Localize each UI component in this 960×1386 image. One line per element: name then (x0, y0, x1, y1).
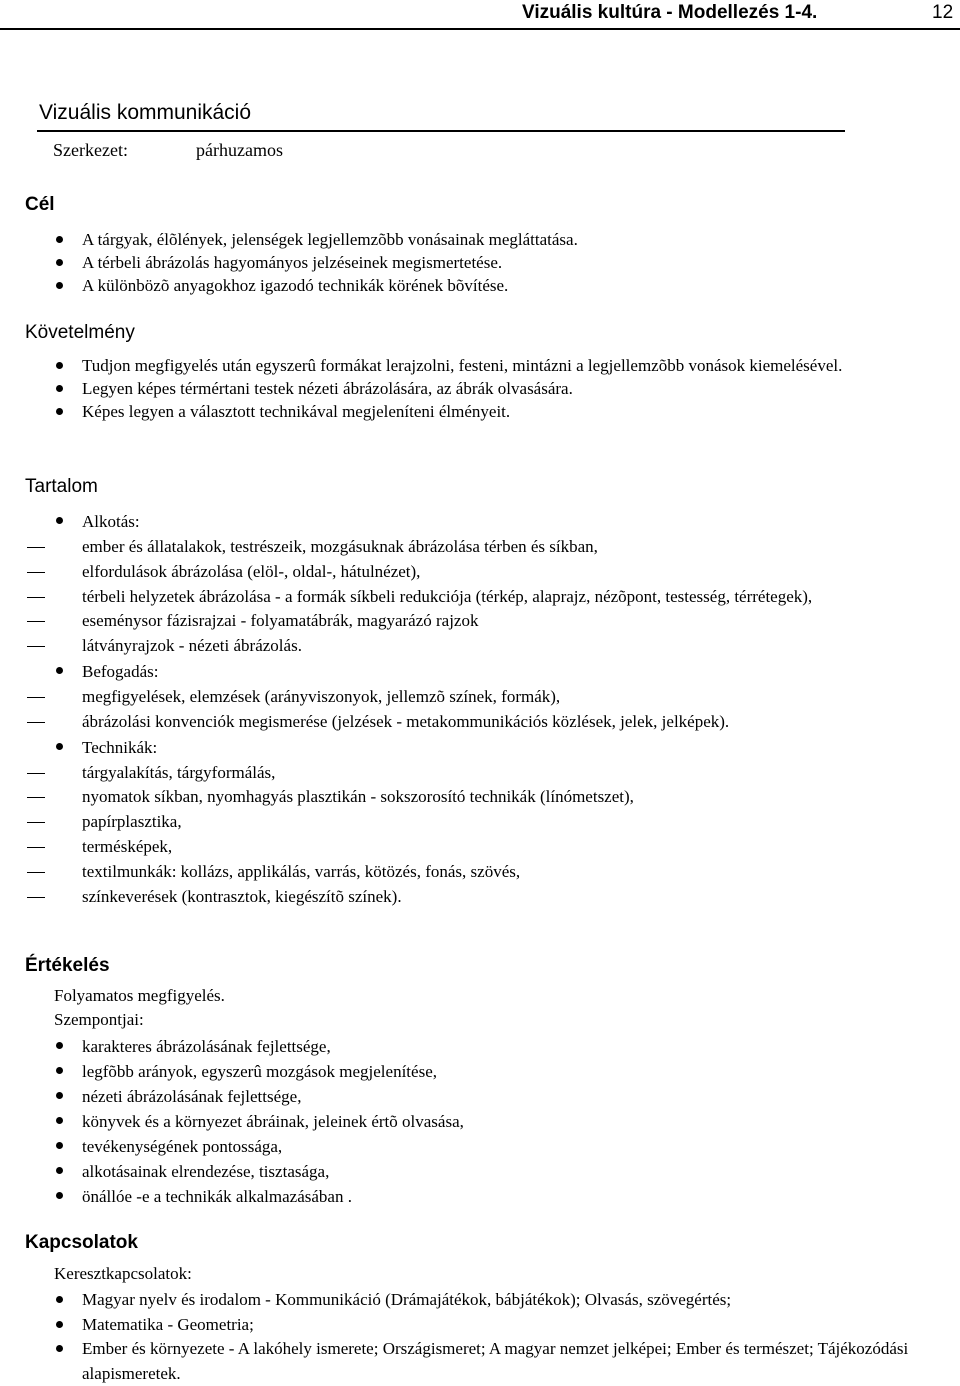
group-label: Technikák: (82, 737, 158, 757)
dash-icon (27, 822, 45, 823)
list-item: Legyen képes térmértani testek nézeti ábrázolására, az ábrák olvasására. (54, 377, 884, 400)
sub-list-item: textilmunkák: kollázs, applikálás, varrás, kötözés, fonás, szövés, (53, 860, 904, 885)
content-group-alkotas (54, 509, 904, 659)
list-item: nézeti ábrázolásának fejlettsége, (54, 1084, 914, 1109)
sub-list (82, 535, 904, 659)
bullet-icon (56, 1142, 63, 1149)
kapcsolatok-line1: Keresztkapcsolatok: (54, 1264, 192, 1283)
list-item: legfõbb arányok, egyszerû mozgások megjelenítése, (54, 1059, 914, 1084)
dash-icon (27, 872, 45, 873)
bullet-icon (56, 743, 63, 750)
page-header (0, 0, 960, 28)
list-item: Matematika - Geometria; (54, 1313, 954, 1338)
section-heading-cel: Cél (25, 194, 55, 215)
bullet-icon (56, 1345, 63, 1352)
sub-list-item: termésképek, (53, 835, 904, 860)
structure-value: párhuzamos (196, 140, 283, 160)
bullet-icon (56, 1296, 63, 1303)
group-label: Alkotás: (82, 512, 140, 531)
list-item: A különbözõ anyagokhoz igazodó technikák körének bõvítése. (54, 274, 934, 297)
section-heading-ertekeles: Értékelés (25, 955, 110, 976)
dash-icon (27, 646, 45, 647)
group-label: Befogadás: (82, 661, 159, 681)
sub-list (82, 685, 904, 735)
bullet-icon (56, 1192, 63, 1199)
list-item: karakteres ábrázolásának fejlettsége, (54, 1034, 914, 1059)
bullet-icon (56, 1042, 63, 1049)
list-item: tevékenységének pontossága, (54, 1134, 914, 1159)
list-item: önállóe -e a technikák alkalmazásában . (54, 1184, 914, 1209)
ertekeles-line1: Folyamatos megfigyelés. (54, 986, 225, 1005)
dash-icon (27, 897, 45, 898)
sub-list-item: térbeli helyzetek ábrázolása - a formák síkbeli redukciója (térkép, alaprajz, nézõpont, testesség, térrétegek), (53, 585, 904, 610)
bullet-icon (56, 1067, 63, 1074)
list-item: A tárgyak, élõlények, jelenségek legjellemzõbb vonásainak megláttatása. (54, 228, 934, 251)
header-title: Vizuális kultúra - Modellezés 1-4. (522, 2, 818, 23)
bullet-icon (56, 362, 63, 369)
structure-label: Szerkezet: (53, 140, 128, 160)
ertekeles-line2: Szempontjai: (54, 1010, 144, 1029)
dash-icon (27, 547, 45, 548)
sub-list-item: színkeverések (kontrasztok, kiegészítõ színek). (53, 885, 904, 910)
kovetelmeny-list (54, 354, 884, 423)
list-item: Tudjon megfigyelés után egyszerû formákat lerajzolni, festeni, mintázni a legjellemzõbb vonások kiemelésével. (54, 354, 884, 377)
sub-list-item: ember és állatalakok, testrészeik, mozgásuknak ábrázolása térben és síkban, (53, 535, 904, 560)
section-heading-tartalom: Tartalom (25, 476, 98, 497)
content-group-technikak (54, 735, 904, 910)
dash-icon (27, 572, 45, 573)
bullet-icon (56, 1321, 63, 1328)
sub-list-item: papírplasztika, (53, 810, 904, 835)
document-title: Vizuális kommunikáció (39, 101, 252, 124)
bullet-icon (56, 517, 63, 524)
list-item: Magyar nyelv és irodalom - Kommunikáció (Drámajátékok, bábjátékok); Olvasás, szövegértés; (54, 1288, 954, 1313)
sub-list-item: nyomatok síkban, nyomhagyás plasztikán - sokszorosító technikák (línómetszet), (53, 785, 904, 810)
dash-icon (27, 847, 45, 848)
dash-icon (27, 621, 45, 622)
bullet-icon (56, 1167, 63, 1174)
sub-list (82, 761, 904, 910)
tartalom-list (54, 509, 904, 909)
bullet-icon (56, 667, 63, 674)
section-heading-kapcsolatok: Kapcsolatok (25, 1232, 138, 1253)
list-item: könyvek és a környezet ábráinak, jeleinek értõ olvasása, (54, 1109, 914, 1134)
list-item: A térbeli ábrázolás hagyományos jelzéseinek megismertetése. (54, 251, 934, 274)
dash-icon (27, 773, 45, 774)
dash-icon (27, 697, 45, 698)
list-item: Képes legyen a választott technikával megjeleníteni élményeit. (54, 400, 884, 423)
title-rule (37, 130, 845, 132)
sub-list-item: elfordulások ábrázolása (elöl-, oldal-, hátulnézet), (53, 560, 904, 585)
content-group-befogadas (54, 659, 904, 735)
header-rule (0, 28, 960, 30)
list-item: Ember és környezete - A lakóhely ismerete; Országismeret; A magyar nemzet jelképei; Ember és természet; Tájékozódási alapismeretek. (54, 1337, 954, 1386)
kapcsolatok-list (54, 1288, 954, 1386)
ertekeles-list (54, 1034, 914, 1209)
bullet-icon (56, 259, 63, 266)
bullet-icon (56, 1117, 63, 1124)
section-heading-kovetelmeny: Követelmény (25, 322, 135, 343)
bullet-icon (56, 408, 63, 415)
cel-list (54, 228, 934, 297)
bullet-icon (56, 236, 63, 243)
sub-list-item: eseménysor fázisrajzai - folyamatábrák, magyarázó rajzok (53, 609, 904, 634)
bullet-icon (56, 1092, 63, 1099)
bullet-icon (56, 282, 63, 289)
sub-list-item: látványrajzok - nézeti ábrázolás. (53, 634, 904, 659)
sub-list-item: megfigyelések, elemzések (arányviszonyok, jellemzõ színek, formák), (53, 685, 904, 710)
sub-list-item: tárgyalakítás, tárgyformálás, (53, 761, 904, 786)
bullet-icon (56, 385, 63, 392)
dash-icon (27, 722, 45, 723)
page-number: 12 (932, 2, 954, 23)
list-item: alkotásainak elrendezése, tisztasága, (54, 1159, 914, 1184)
dash-icon (27, 797, 45, 798)
sub-list-item: ábrázolási konvenciók megismerése (jelzések - metakommunikációs közlések, jelek, jelképek). (53, 710, 904, 735)
dash-icon (27, 597, 45, 598)
